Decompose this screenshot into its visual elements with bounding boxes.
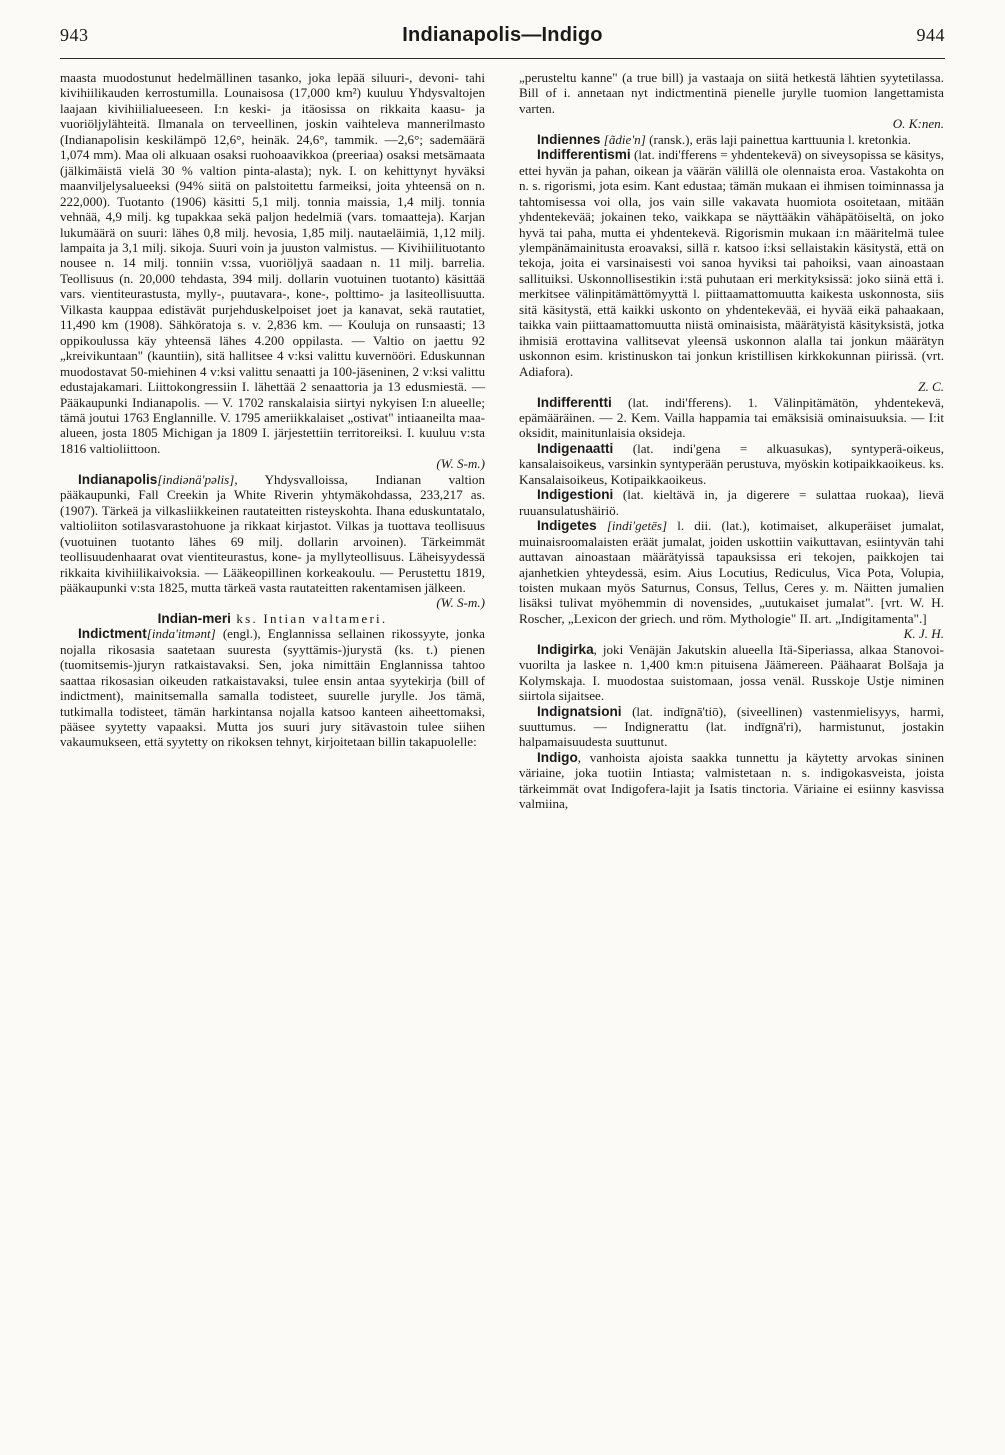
entry-indifferentismi-body: (lat. indi'fferens = yhdentekevä) on siveysopissa se käsitys, ettei hyvän ja pahan, oikean ja väärän välillä ole olennaista eroa. Vastakohta on n. s. rigorismi, jota esim. Kant edustaa; tämän mukaan ei ihmisen toiminnassa ja tahtomisessa voi olla, jos vain sille vakavata huomiota osoitetaan, mitään yhdentekevää; jokainen teko, vaikkapa se näyttääkin vähäpätöiseltä, on joko hyvä tai paha, mutta ei yhdentekevä. Rigorismin mukaan i:n määritelmä tulee ylempänämainitusta eroavaksi, sillä r. katsoo i:ksi sellaistakin käsitystä, että on tekoja, joita ei varsinaisesti voi sanoa hyviksi tai pahoiksi, vaan ainoastaan sallituiksi. Uskonnollisestikin i:stä puhutaan eri merkityksissä: joko siinä että i. merkitsee välinpitämättömyyttä l. piittaamattomuutta kaikesta uskonnosta, siis sitä käsitystä, että kaikki uskonto on yhdentekevää, ei hyvää eikä pahaakaan, taikka vain piittaamattomuutta niistä ominaisista, määrätyistä käsityksistä, jotka ihmisiä erottavina vallitsevat yleensä uskonnon alalla tai jonkun määrätyn uskonnon esim. kristinuskon tai jonkun kristillisen kirkkokunnan piirissä. (vrt. Adiafora). [519,147,944,379]
headword-indifferentismi: Indifferentismi [537,147,631,163]
headword-indian-meri: Indian-meri [157,610,231,626]
entry-indigestioni-body: (lat. kieltävä in, ja digerere = sulattaa ruokaa), lievä ruuansulatushäiriö. [519,487,944,518]
page-header [60,24,945,58]
entry-indictment-continued: „perusteltu kanne" (a true bill) ja vastaaja on siitä hetkestä lähtien syytetilassa. Bill of i. annetaan nyt indictmentinä pienelle jurylle tuomion langettamista varten. [519,70,944,116]
headword-indigetes: Indigetes [537,518,597,534]
running-title: Indianapolis—Indigo [402,24,603,46]
pron-indictment: [inda'itmənt] [146,626,216,642]
entry-indianapolis-continued: maasta muodostunut hedelmällinen tasanko, joka lepää siluuri-, devoni- tahi kivihiilikauden kerrostumilla. Lounaisosa (17,000 km²) kuuluu Yhdysvaltojen laajaan kivihiilialueeseen. I:n keski- ja itäosissa on rikkaita kaasu- ja vuoriöljylähteitä. Ilmanala on terveellinen, joskin vaihteleva mannerilmasto (Indianapolisin keskilämpö 12,6°, heinäk. 24,6°, tammik. —2,6°; sademäärä 1,074 mm). Maa oli alkuaan osaksi ruohoaavikkoa (preeriaa) osaksi metsämaata (jälkimäistä vielä 30 % valtion pinta-alasta); nyk. I. on kehittynyt hyväksi maanviljelysalueeksi (94% siitä on palstoitettu farmeiksi, joita yhteensä on n. 222,000). Tuotanto (1906) käsitti 5,1 milj. tonnia maissia, 1,4 milj. tonnia vehnää, 4,9 milj. kg tupakkaa sekä paljon hedelmiä (vars. tomaatteja). Karjan lukumäärä on suuri: lähes 0,8 milj. hevosia, 1,85 milj. nautaeläimiä, 1,12 milj. lampaita ja 3,1 milj. sikoja. Suuri voin ja juuston valmistus. — Kivihiilituotanto nousee n. 14 milj. tonniin v:ssa, vuoriöljyä saadaan n. 11 milj. barrelia. Teollisuus (n. 20,000 tehdasta, 394 milj. dollarin vuotuinen tuotanto) käsittää vars. vientiteurastusta, mylly-, puutavara-, kone-, polttimo- ja lasiteollisuutta. Vilkasta kauppaa edistävät purjehduskelpoiset joet ja kanavat, sekä rautatiet, 11,490 km (1908). Sähköratoja s. v. 2,836 km. — Kouluja on runsaasti; 13 oppikoulussa käy yhteensä lähes 4.200 oppilasta. — Valtio on jaettu 92 „kreivikuntaan" (kauntiin), sitä hallitsee 4 v:ksi valittu kuvernööri. Eduskunnan muodostavat 50-miehinen 4 v:ksi valittu senaatti ja 100-jäseninen, 2 v:ksi valittu edustajakamari. Liittokongressiin I. lähettää 2 senaattoria ja 13 edusmiestä. — Pääkaupunki Indianapolis. — V. 1702 ranskalaisia siirtyi nykyisen I:n alueelle; tämä joutui 1763 Englannille. V. 1795 ameriikkalaiset „ostivat" intiaaneilta maa-alueen, josta 1805 Michigan ja 1809 I. järjestettiin territoreiksi. I. kuuluu v:sta 1816 valtioliittoon. [60,70,485,456]
signature-z-c: Z. C. [918,379,944,395]
entry-indigenaatti [519,441,944,487]
entry-indian-meri-body: ks. Intian valtameri. [230,610,388,626]
pron-indigetes: [indi'getēs] [606,518,668,534]
entry-indianapolis [60,472,485,596]
header-rule [60,58,945,59]
entry-indiennes [519,132,944,147]
column-container [60,70,945,1425]
entry-indigetes [519,518,944,626]
entry-indignatsioni-body: (lat. indīgnā'tiō), (siveellinen) vastenmielisyys, harmi, suuttumus. — Indignerattu (lat. indīgnā'ri), harmistunut, jostakin halpamaisuudesta suuttunut. [519,703,944,750]
entry-indignatsioni [519,704,944,750]
left-column [60,70,485,1425]
headword-indigirka: Indigirka [537,641,594,657]
signature-w-s-m-1: (W. S-m.) [436,456,485,472]
entry-indigenaatti-body: (lat. indi'gena = alkuasukas), syntyperä-oikeus, kansalaisoikeus, varsinkin syntyperään perustuva, myöskin kotipaikkaoikeus. ks. Kansalaisoikeus, Kotipaikkaoikeus. [519,440,944,487]
headword-indigo: Indigo [537,749,578,765]
entry-indianapolis-body: , Yhdysvalloissa, Indianan valtion pääkaupunki, Fall Creekin ja White Riverin yhtymäkohdassa, 233,217 as. (1907). Tärkeä ja vilkasliikkeinen rautateitten risteyskohta. Ihana eduskuntatalo, valtioliiton sotilasvarastohuone ja rikkaat kirjastot. Vilkas ja tuottava teollisuus (vuotuinen tuotanto lähes 69 milj. dollarin arvoinen). Tärkeimmät teollisuudenhaarat ovat vientiteurastus, kone- ja myllyteollisuus. Läheisyydessä rikkaita kivihiilikaivoksia. — Lääkeopillinen korkeakoulu. — Perustettu 1819, pääkaupunki v:sta 1825, mutta tärkeä vasta rautateitten rakentamisen jälkeen. [60,471,485,595]
entry-indigirka-body: , joki Venäjän Jakutskin alueella Itä-Siperiassa, alkaa Stanovoi-vuorilta ja laskee n. 1,400 km:n pituisena Jäämereen. Päähaarat Bolšaja ja Kolymskaja. I. muodostaa suistomaan, jossa venäl. Russkoje Ustje niminen siirtola sijaitsee. [519,641,944,704]
entry-indigo [519,750,944,812]
headword-indigestioni: Indigestioni [537,487,614,503]
entry-indictment-body: (engl.), Englannissa sellainen rikossyyte, jonka nojalla rikosasia saatetaan suuresta (syyttämis-)jurystä (ks. t.) pienen (tuomitsemis-)juryn ratkaistavaksi. Sen, joka nimittäin Englannissa tahtoo saattaa rikosasian oikeuden ratkaistavaksi, tulee ensin antaa syytekirja (bill of indictment), mainitsemalla samalla todisteet, suurelle jurylle. Jos tämä, tutkimalla todisteet, tämän harkintansa nojalla katsoo kanteen aiheettomaksi, pääsee syytetty vapaaksi. Mutta jos suuri jury sitävastoin tulee siihen vakaumukseen, että syytetty on rikoksen tehnyt, kirjoitetaan billin takapuolelle: [60,626,485,750]
entry-indifferentismi [519,147,944,379]
entry-indifferentti [519,395,944,441]
entry-indigestioni [519,487,944,518]
pron-indiennes: [ãdie'n] [603,131,646,147]
entry-indigirka [519,642,944,704]
entry-indifferentti-body: (lat. indi'fferens). 1. Välinpitämätön, yhdentekevä, epämääräinen. — 2. Kem. Vailla happamia tai emäksisiä ominaisuuksia. — I:it oksidit, mainitunlaisia oksideja. [519,394,944,441]
headword-indictment: Indictment [78,626,147,642]
entry-indigo-body: , vanhoista ajoista saakka tunnettu ja käytetty arvokas sininen väriaine, joka tuotiin Intiasta; valmistetaan n. s. indigokasveista, joista tärkeimmät ovat Indigofera-lajit ja Isatis tinctoria. Väriaine ei esiinny kasvissa valmiina, [519,749,944,812]
signature-w-s-m-2: (W. S-m.) [436,595,485,611]
headword-indifferentti: Indifferentti [537,394,612,410]
entry-indictment [60,626,485,750]
right-column [519,70,944,1425]
folio-left: 943 [60,25,89,45]
headword-indignatsioni: Indignatsioni [537,703,622,719]
pron-indianapolis: [indiənä'pəlis] [157,471,235,487]
entry-indigetes-body: l. dii. (lat.), kotimaiset, alkuperäiset jumalat, muinaisroomalaisten eräät jumalat, joiden uskottiin vaikuttavan, esiintyvän tahi auttavan ainoastaan määrätyissä tapauksissa eri tekojen, paikkojen tai ajanhetkien yhteydessä, esim. Aius Locutius, Rediculus, Vica Pota, Volupia, toisten mukaan myös Saturnus, Consus, Tellus, Ceres y. m. Näitten jumalien lisäksi tulivat myöhemmin di novensides, „uutukaiset jumalat". [vrt. W. H. Roscher, „Lexicon der griech. und röm. Mythologie" II. art. „Indigitamenta".] [519,518,944,626]
headword-indianapolis: Indianapolis [78,471,158,487]
signature-k-j-h: K. J. H. [903,626,944,642]
folio-right: 944 [916,25,945,45]
entry-indian-meri [60,611,485,626]
signature-o-k-nen: O. K:nen. [892,116,944,132]
entry-indiennes-body: (ransk.), eräs laji painettua karttuunia l. kretonkia. [645,131,911,147]
headword-indigenaatti: Indigenaatti [537,440,614,456]
headword-indiennes: Indiennes [537,131,601,147]
